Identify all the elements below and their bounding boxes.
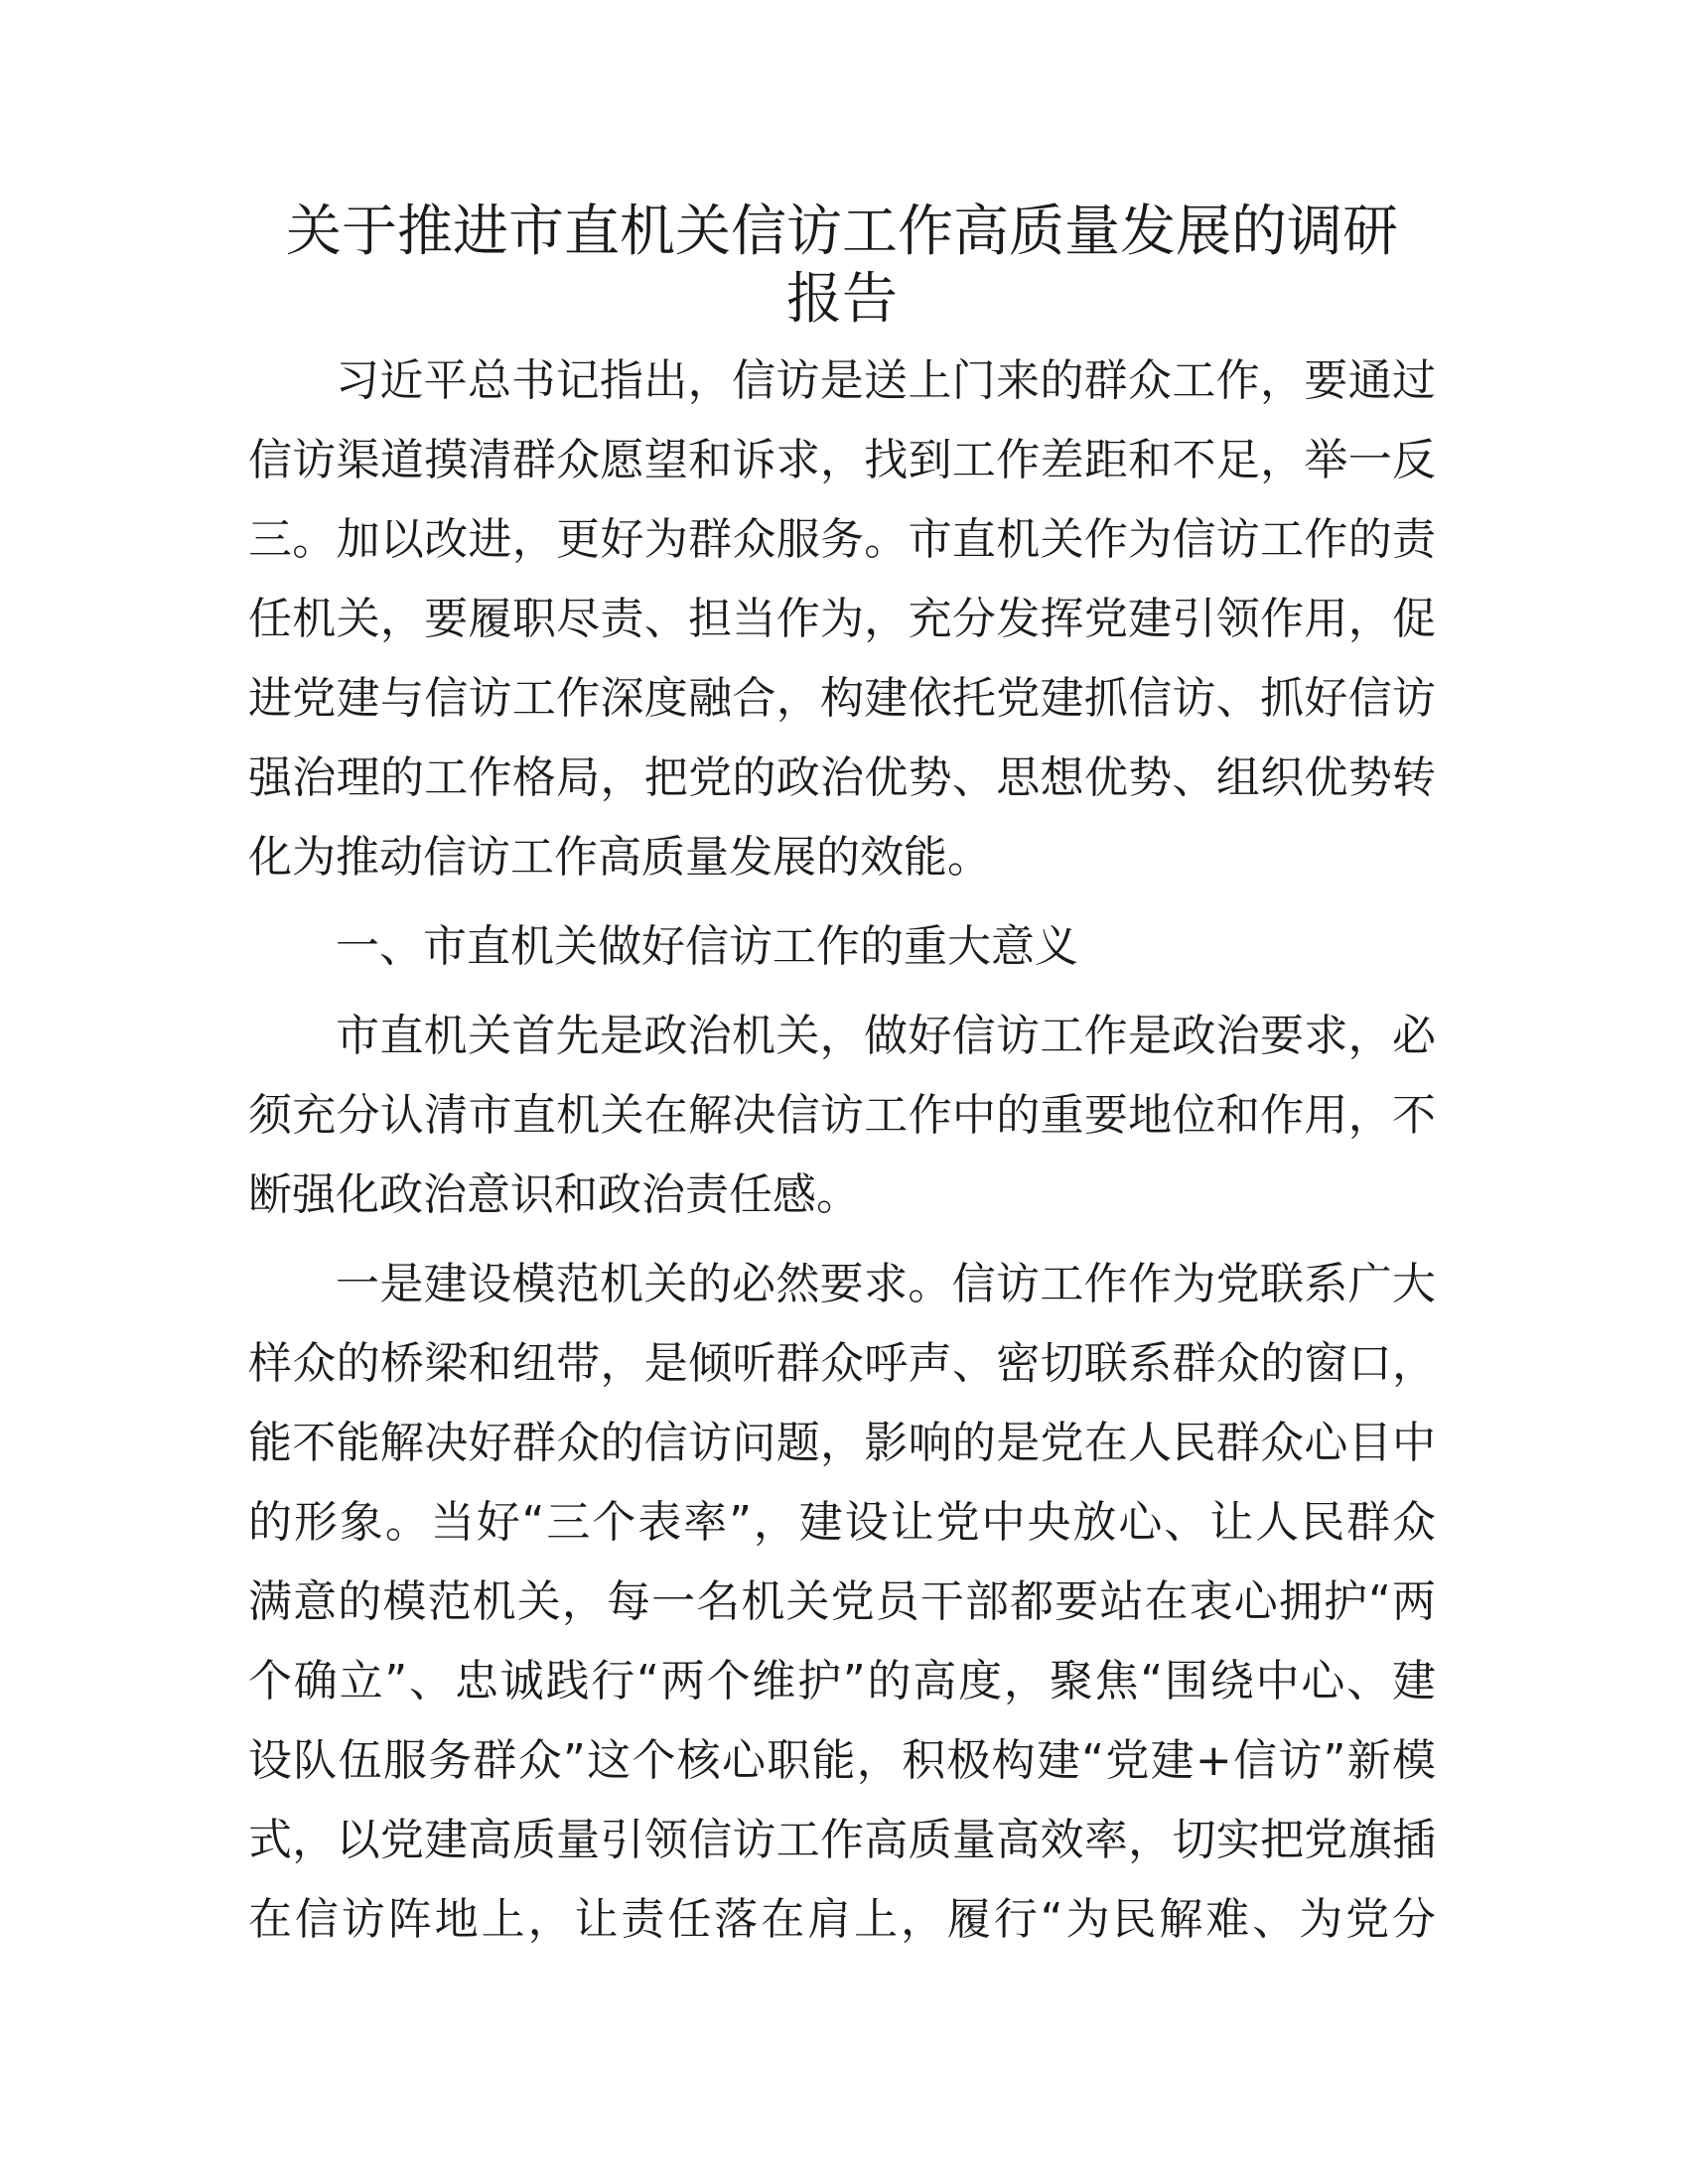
text-line: 个确立”、忠诚践行“两个维护”的高度，聚焦“围绕中心、建 bbox=[248, 1656, 1436, 1706]
text-line: 的形象。当好“三个表率”，建设让党中央放心、让人民群众 bbox=[248, 1497, 1436, 1548]
text-line: 强治理的工作格局，把党的政治优势、思想优势、组织优势转 bbox=[248, 752, 1436, 803]
text-line: 须充分认清市直机关在解决信访工作中的重要地位和作用，不 bbox=[248, 1090, 1436, 1141]
text-line: 信访渠道摸清群众愿望和诉求，找到工作差距和不足，举一反 bbox=[248, 435, 1436, 485]
text-line: 式，以党建高质量引领信访工作高质量高效率，切实把党旗插 bbox=[248, 1815, 1436, 1865]
text-line: 断强化政治意识和政治责任感。 bbox=[248, 1169, 860, 1220]
text-line: 进党建与信访工作深度融合，构建依托党建抓信访、抓好信访 bbox=[248, 673, 1436, 724]
text-line: 化为推动信访工作高质量发展的效能。 bbox=[248, 832, 991, 883]
text-line: 三。加以改进，更好为群众服务。市直机关作为信访工作的责 bbox=[248, 514, 1436, 565]
text-line: 任机关，要履职尽责、担当作为，充分发挥党建引领作用，促 bbox=[248, 594, 1436, 644]
text-line: 一是建设模范机关的必然要求。信访工作作为党联系广大 bbox=[336, 1259, 1436, 1309]
text-line: 设队伍服务群众”这个核心职能，积极构建“党建+信访”新模 bbox=[248, 1735, 1436, 1786]
heading-text: 一、市直机关做好信访工作的重大意义 bbox=[336, 921, 1078, 972]
text-line: 满意的模范机关，每一名机关党员干部都要站在衷心拥护“两 bbox=[248, 1576, 1436, 1627]
title-line-1: 关于推进市直机关信访工作高质量发展的调研 bbox=[286, 200, 1398, 264]
section-heading-1 bbox=[248, 907, 1436, 987]
text-line: 样众的桥梁和纽带，是倾听群众呼声、密切联系群众的窗口， bbox=[248, 1338, 1436, 1389]
paragraph-intro bbox=[248, 341, 1436, 897]
text-line: 习近平总书记指出，信访是送上门来的群众工作，要通过 bbox=[336, 355, 1436, 406]
title-line-2: 报告 bbox=[786, 267, 898, 332]
paragraph-model-organ bbox=[248, 1245, 1436, 1960]
paragraph-significance bbox=[248, 997, 1436, 1235]
text-line: 市直机关首先是政治机关，做好信访工作是政治要求，必 bbox=[336, 1011, 1436, 1061]
text-line: 在信访阵地上，让责任落在肩上，履行“为民解难、为党分 bbox=[248, 1894, 1436, 1945]
document-title bbox=[248, 199, 1436, 334]
text-line: 能不能解决好群众的信访问题，影响的是党在人民群众心目中 bbox=[248, 1418, 1436, 1468]
document-page bbox=[248, 199, 1436, 1960]
